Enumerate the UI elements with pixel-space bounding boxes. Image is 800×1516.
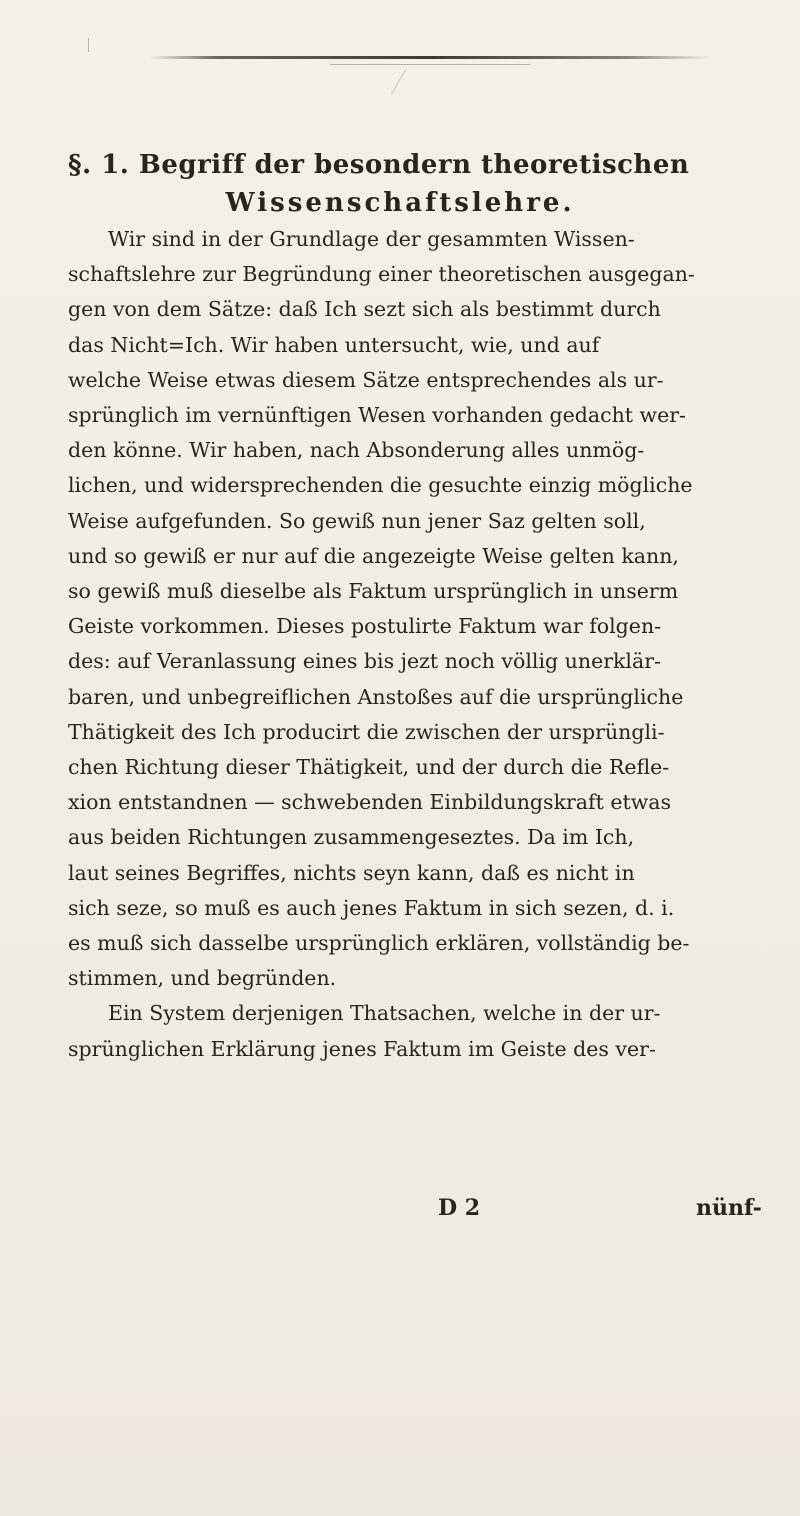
text-line: chen Richtung dieser Thätigkeit, und der durch die Refle- <box>68 755 670 780</box>
scan-artifact-mark <box>88 38 95 52</box>
scan-artifact-line <box>330 64 530 65</box>
text-line: baren, und unbegreiflichen Anstoßes auf die ursprüngliche <box>68 684 684 709</box>
text-line: das Nicht=Ich. Wir haben untersucht, wie, und auf <box>68 332 600 357</box>
body-text <box>68 222 768 1067</box>
section-heading: §. 1. Begriff der besondern theoretischen <box>68 150 690 180</box>
text-line: des: auf Veranlassung eines bis jezt noch völlig unerklär- <box>68 649 661 674</box>
text-line: Weise aufgefunden. So gewiß nun jener Saz gelten soll, <box>68 508 646 533</box>
scan-artifact-mark <box>391 70 426 94</box>
text-line: welche Weise etwas diesem Sätze entsprechendes als ur- <box>68 367 664 392</box>
text-line: den könne. Wir haben, nach Absonderung alles unmög- <box>68 438 645 463</box>
text-line: Thätigkeit des Ich producirt die zwischen der ursprüngli- <box>68 719 665 744</box>
text-line: laut seines Begriffes, nichts seyn kann, daß es nicht in <box>68 860 635 885</box>
catchword: nünf- <box>696 1195 762 1221</box>
text-line: es muß sich dasselbe ursprünglich erklären, vollständig be- <box>68 931 690 956</box>
text-line: aus beiden Richtungen zusammengeseztes. Da im Ich, <box>68 825 635 850</box>
text-line: schaftslehre zur Begründung einer theoretischen ausgegan- <box>68 262 695 287</box>
text-line: xion entstandnen — schwebenden Einbildungskraft etwas <box>68 790 672 815</box>
scan-artifact-line <box>150 56 710 59</box>
section-subheading: Wissenschaftslehre. <box>225 188 575 218</box>
text-line: gen von dem Sätze: daß Ich sezt sich als bestimmt durch <box>68 297 661 322</box>
text-line: sprünglichen Erklärung jenes Faktum im Geiste des ver- <box>68 1036 656 1061</box>
text-line: und so gewiß er nur auf die angezeigte Weise gelten kann, <box>68 543 679 568</box>
text-line: lichen, und widersprechenden die gesuchte einzig mögliche <box>68 473 693 498</box>
text-line: sprünglich im vernünftigen Wesen vorhanden gedacht wer- <box>68 403 686 428</box>
text-line: so gewiß muß dieselbe als Faktum ursprünglich in unserm <box>68 579 679 604</box>
text-line: Geiste vorkommen. Dieses postulirte Faktum war folgen- <box>68 614 662 639</box>
text-line: sich seze, so muß es auch jenes Faktum in sich sezen, d. i. <box>68 895 675 920</box>
page-footer <box>0 1195 800 1235</box>
text-line: Ein System derjenigen Thatsachen, welche in der ur- <box>108 1001 661 1026</box>
text-line: stimmen, und begründen. <box>68 966 337 991</box>
signature-mark: D 2 <box>438 1195 481 1221</box>
text-line: Wir sind in der Grundlage der gesammten Wissen- <box>108 227 635 251</box>
